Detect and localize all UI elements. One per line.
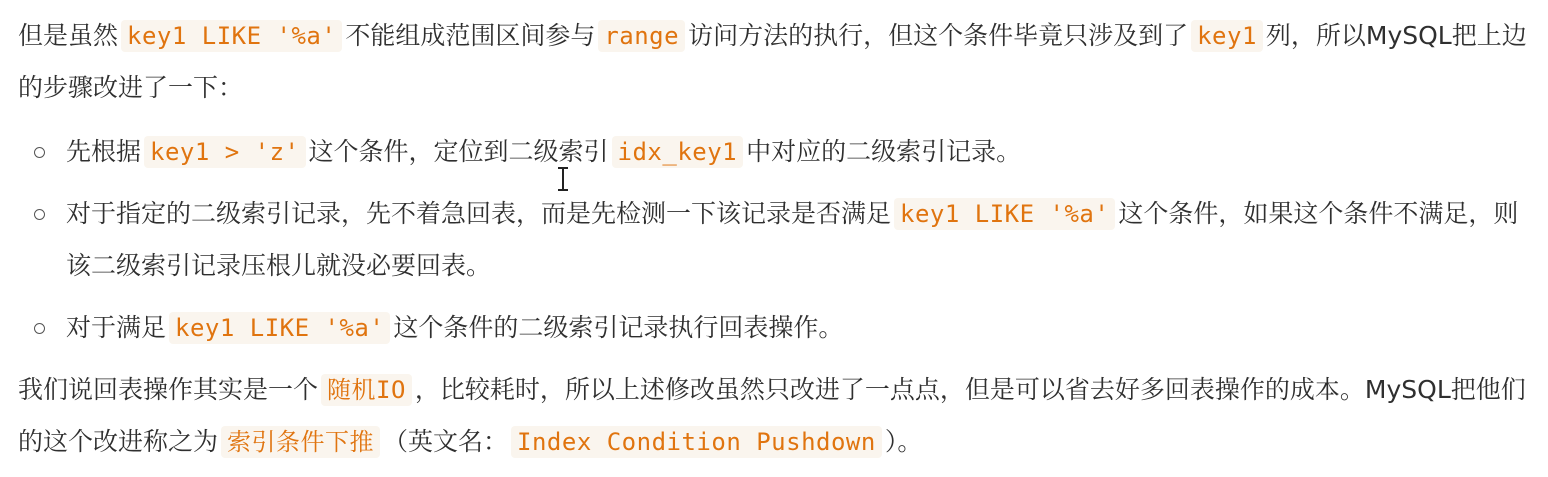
circle-bullet-icon (34, 209, 45, 220)
step-2-text-2: 这个条件，如果这个条件不满足，则该二级索引记录压根儿就没必要回表。 (66, 199, 1519, 280)
step-item-2 (34, 188, 1530, 292)
conclusion-text-1: 我们说回表操作其实是一个 (18, 375, 319, 404)
code-key1-like: key1 LIKE '%a' (169, 312, 390, 344)
code-key1: key1 (1191, 20, 1263, 52)
conclusion-text-3: （英文名： (383, 427, 509, 456)
step-item-3 (34, 302, 1530, 354)
intro-text-3: 访问方法的执行，但这个条件毕竟只涉及到了 (688, 21, 1189, 50)
step-2-text-1: 对于指定的二级索引记录，先不着急回表，而是先检测一下该记录是否满足 (66, 199, 892, 228)
text-cursor-icon (556, 166, 570, 192)
step-list (18, 126, 1530, 354)
code-range: range (598, 20, 685, 52)
intro-paragraph (18, 10, 1530, 114)
code-icp-cn: 索引条件下推 (221, 426, 380, 458)
step-3-text-2: 这个条件的二级索引记录执行回表操作。 (393, 313, 844, 342)
conclusion-text-2: ，比较耗时，所以上述修改虽然只改进了一点点，但是可以省去好多回表操作的成本。MySQL把他们的这个改进称之为 (18, 375, 1526, 456)
intro-text-4: 列，所以MySQL把上边的步骤改进了一下： (18, 21, 1527, 102)
intro-text-2: 不能组成范围区间参与 (345, 21, 596, 50)
step-1-text-1: 先根据 (66, 137, 142, 166)
conclusion-text-4: ）。 (884, 427, 923, 456)
step-3-text-1: 对于满足 (66, 313, 167, 342)
circle-bullet-icon (34, 323, 45, 334)
code-key1-like: key1 LIKE '%a' (894, 198, 1115, 230)
conclusion-paragraph (18, 364, 1530, 468)
step-item-1 (34, 126, 1530, 178)
code-key1-gt-z: key1 > 'z' (144, 136, 306, 168)
document-body (18, 0, 1530, 468)
code-random-io: 随机IO (321, 374, 412, 406)
code-key1-like: key1 LIKE '%a' (121, 20, 342, 52)
intro-text-1: 但是虽然 (18, 21, 119, 50)
code-idx-key1: idx_key1 (612, 136, 744, 168)
step-1-text-2: 这个条件，定位到二级索引 (308, 137, 609, 166)
circle-bullet-icon (34, 147, 45, 158)
code-icp-en: Index Condition Pushdown (511, 426, 882, 458)
step-1-text-3: 中对应的二级索引记录。 (746, 137, 1022, 166)
